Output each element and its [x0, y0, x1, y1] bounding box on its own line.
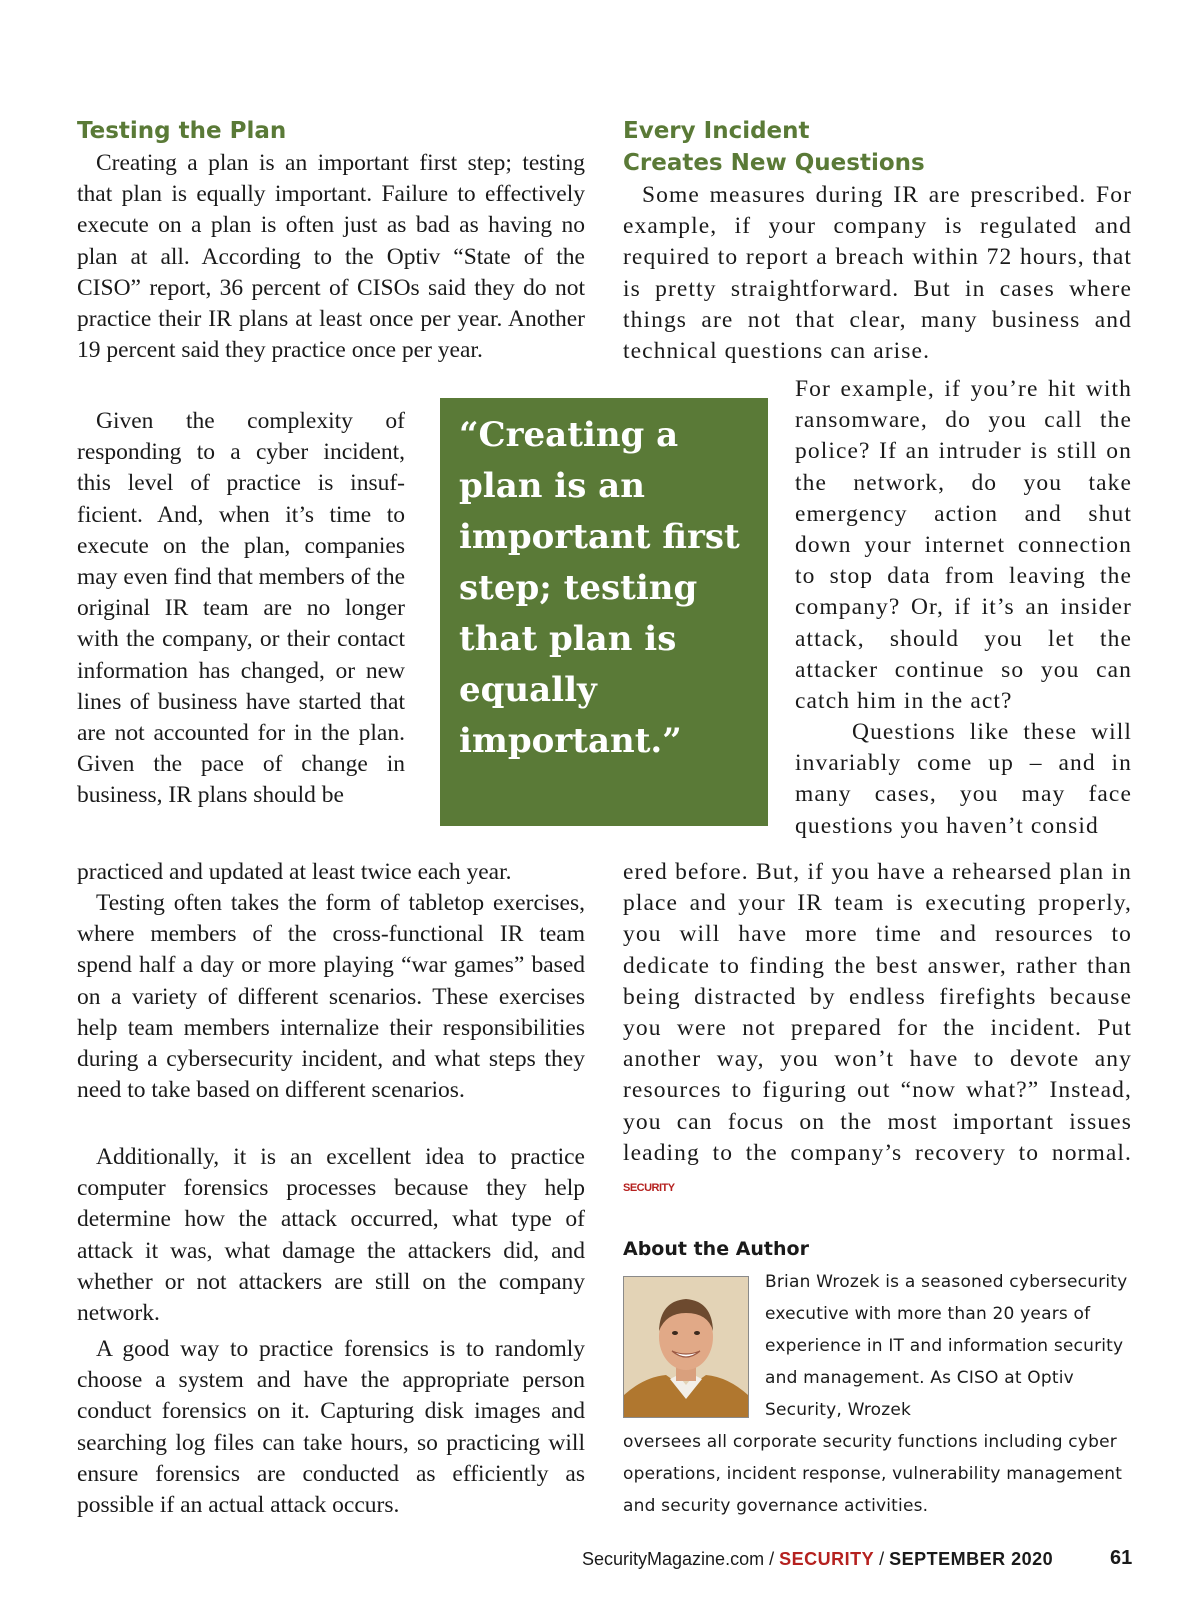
heading-line-1: Every Incident — [623, 118, 810, 144]
body-text-span: ered before. But, if you have a rehearsed plan in place and your IR team is executing properly, you will have more time and resources to dedicate to finding the best answer, rather than being distracted by endless firefights because you were not prepared for the incident. Put another way, you won’t have to devote any resources to figuring out “now what?” Instead, you can focus on the most important issues leading to the company’s recovery to normal. — [623, 859, 1132, 1166]
footer-website: SecurityMagazine.com — [582, 1549, 765, 1569]
body-text: Testing often takes the form of tabletop exercises, where members of the cross-functional IR team spend half a day or more playing “war games” based on a variety of different scenarios. These exercises help team members internalize their responsibilities during a cybersecurity incident, and what steps they need to take based on different scenarios. — [77, 890, 585, 1104]
section-heading-testing-the-plan: Testing the Plan — [77, 118, 287, 144]
body-text: Questions like these will invariably come up – and in many cases, you may face questions you haven’t consid — [795, 719, 1132, 839]
footer-issue-date: SEPTEMBER 2020 — [889, 1549, 1054, 1569]
left-paragraph-2-wrapped — [77, 406, 405, 812]
left-paragraph-4 — [77, 1142, 585, 1329]
body-text: Creating a plan is an important first step; testing that plan is equally important. Failure to effectively execute on a plan is often just as bad as having no plan at all. According to the Optiv “State of the CISO” report, 36 percent of CISOs said they do not practice their IR plans at least once per year. Another 19 percent said they practice once per year. — [77, 150, 585, 364]
security-end-mark: SECURITY — [623, 1182, 675, 1195]
body-text: For example, if you’re hit with ransomware, do you call the police? If an intruder is still on the network, do you take emergency action and shut down your internet connection to stop data from leaving the company? Or, if it’s an insider attack, should you let the attacker continue so you can catch him in the act? — [795, 376, 1132, 715]
pull-quote-text: “Creating a plan is an important first step; testing that plan is equally important.” — [459, 415, 740, 761]
pull-quote-box — [440, 398, 768, 826]
right-paragraph-3-end — [623, 857, 1132, 1204]
left-paragraph-5 — [77, 1334, 585, 1521]
left-paragraph-1 — [77, 148, 585, 366]
author-portrait-icon — [624, 1277, 748, 1417]
footer-separator: / — [874, 1549, 890, 1569]
body-text — [623, 857, 1132, 1204]
right-paragraph-1 — [623, 180, 1132, 367]
about-author-heading: About the Author — [623, 1238, 809, 1260]
section-heading-every-incident — [623, 116, 925, 179]
footer-separator: / — [764, 1549, 780, 1569]
body-text: A good way to practice forensics is to randomly choose a system and have the appropriate person conduct forensics on it. Capturing disk images and searching log files can take hours, so practicing will ensure forensics are conducted as efficiently as possible if an actual attack occurs. — [77, 1336, 585, 1519]
page-footer — [582, 1549, 1132, 1570]
body-text: practiced and updated at least twice each year. — [77, 859, 512, 885]
left-paragraph-2-end — [77, 857, 585, 888]
author-bio-text: Brian Wrozek is a seasoned cybersecurity executive with more than 20 years of experience in IT and information security and management. As CISO at Optiv Security, Wrozek — [765, 1272, 1128, 1420]
right-paragraph-3-wrapped — [795, 717, 1132, 842]
body-text: Given the complexity of responding to a cyber incident, this level of practice is insufficient. And, when it’s time to execute on the plan, companies may even find that members of the original IR team are no longer with the company, or their contact information has changed, or new lines of business have started that are not accounted for in the plan. Given the pace of change in business, IR plans should be — [77, 408, 405, 809]
author-bio-full-width — [623, 1426, 1135, 1522]
author-photo — [623, 1276, 749, 1418]
body-text: Some measures during IR are prescribed. For example, if your company is regulated and required to report a breach within 72 hours, that is pretty straightforward. But in cases where things are not that clear, many business and technical questions can arise. — [623, 182, 1132, 365]
author-bio-beside-photo — [765, 1266, 1135, 1426]
page-number: 61 — [1110, 1547, 1133, 1569]
right-paragraph-2-wrapped — [795, 374, 1132, 717]
author-bio-text: oversees all corporate security functions including cyber operations, incident response, vulnerability management and security governance activities. — [623, 1432, 1123, 1516]
body-text: Additionally, it is an excellent idea to practice computer forensics processes because they help determine how the attack occurred, what type of attack it was, what damage the attackers did, and whether or not attackers are still on the company network. — [77, 1144, 585, 1327]
heading-line-2: Creates New Questions — [623, 149, 925, 176]
left-paragraph-3 — [77, 888, 585, 1106]
footer-magazine-name: SECURITY — [779, 1549, 875, 1569]
